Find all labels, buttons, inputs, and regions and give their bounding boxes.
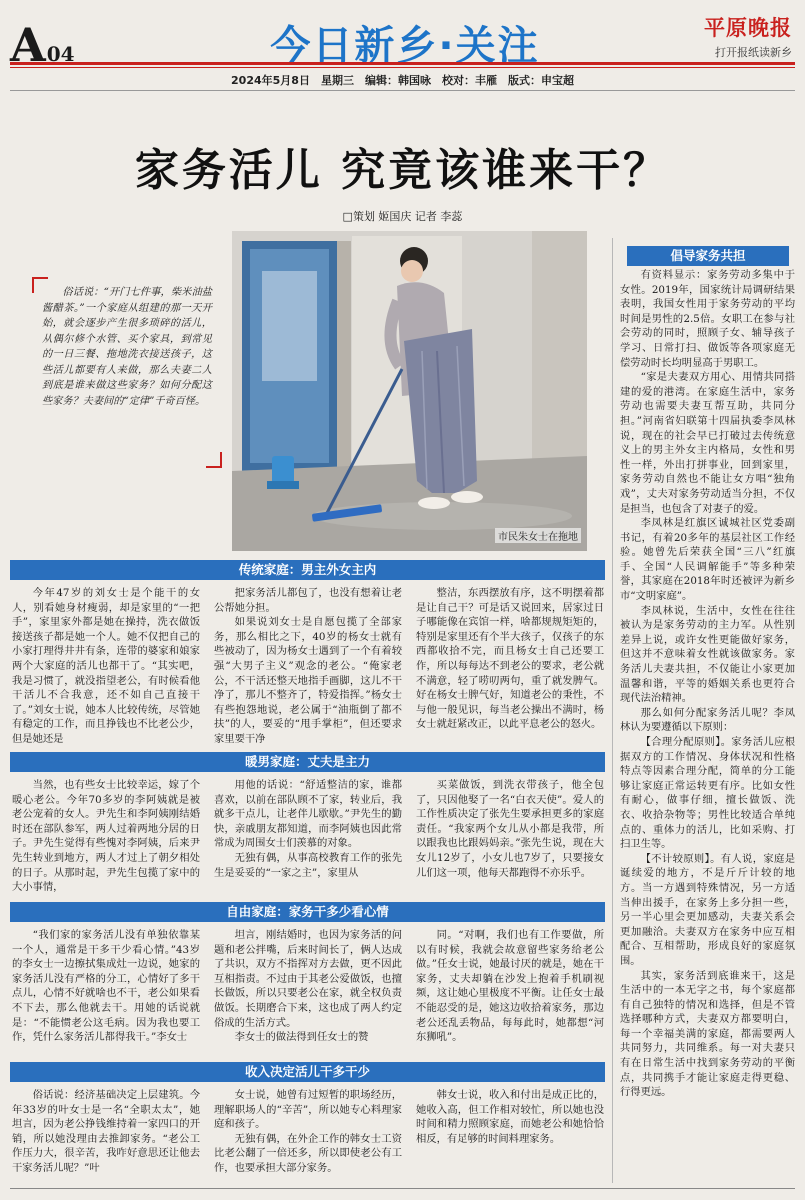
section-traditional-col-2 bbox=[214, 586, 402, 748]
paragraph: 整洁，东西摆放有序，这不明摆着都是让自己干？可是话又说回来，居家过日子哪能像在宾馆一样，啥都规规矩矩的，特别是家里还有个半大孩子，仅孩子的东西都收拾不完，而且杨女士自己还要工作，所以每每达不到老公的要求，老公就不满意，轻了唠叨两句，重了就发脾气。好在杨女士脾气好，知道老公的秉性，不与他一般见识，每当老公操出不满时，杨女士就赶紧改正，以此平息老公的怒火。 bbox=[416, 587, 604, 731]
footer-rule bbox=[10, 1188, 795, 1189]
paragraph: 坦言，刚结婚时，也因为家务活的问题和老公拌嘴，后来时间长了，俩人达成了共识，双方不指挥对方去做，更不因此互相指责。不过由于其老公爱做饭，也擅长做饭，所以只要老公在家，就全权负责做饭。长期磨合下来，这也成了两人约定俗成的生活方式。 bbox=[214, 929, 402, 1029]
paragraph: 用他的话说：“舒适整洁的家，谁都喜欢，以前在部队顾不了家，转业后，我就多干点儿，让老伴儿歇歇。”尹先生的勤快，亲戚朋友都知道，而李阿姨也因此常常成为周围女士们羡慕的对象。 bbox=[214, 779, 402, 850]
headline: 家务活儿 究竟该谁来干？ bbox=[134, 145, 671, 196]
sidebar-paragraph: 那么如何分配家务活儿呢？李凤林认为要遵循以下原则： bbox=[620, 706, 795, 734]
section-warm-col-1 bbox=[12, 778, 200, 898]
section-title: 今日新乡·关注 bbox=[270, 23, 540, 69]
sidebar-column bbox=[620, 268, 795, 1178]
corner-bracket-top-left bbox=[32, 277, 48, 293]
sidebar-paragraph: 有资料显示：家务劳动多集中于女性。2019年，国家统计局调研结果表明，我国女性用于家务劳动的平均时间是男性的2.5倍。女职工在参与社会劳动的同时，照顾子女、辅导孩子学习、日常打扫、做饭等各项家庭无偿劳动时长均明显高于男职工。 bbox=[620, 269, 795, 369]
intro-text: 俗话说：“开门七件事，柴米油盐酱醋茶。”一个家庭从组建的那一天开始，就会逐步产生很多琐碎的活儿，从偶尔修个水管、买个家具，到常见的一日三餐、拖地洗衣接送孩子，这些活儿都要有人来做，那么夫妻二人到底是谁来做这些家务？如何分配这些家务？夫妻间的“定律”千奇百怪。 bbox=[42, 287, 212, 407]
paragraph: 今年47岁的刘女士是个能干的女人，别看她身材瘦弱，却是家里的“一把手”，家里家外都是她在操持，洗衣做饭接送孩子都是她一个人。她不仅把自己的小家打理得井井有条，连带的婆家和娘家两个大家庭的活儿也都干了。“其实吧，我是习惯了，就没指望老公，有时候看他干活儿不合我意，还不如自己直接干了。”刘女士说，她本人比较传统，尽管她有稳定的工作，而且挣钱也不比老公少，但是她还是 bbox=[12, 587, 200, 745]
paragraph: 韩女士说，收入和付出是成正比的，她收入高，但工作相对较忙，所以她也没时间和精力照顾家庭，而她老公和她恰恰相反，有足够的时间料理家务。 bbox=[416, 1089, 604, 1145]
section-traditional-col-3 bbox=[416, 586, 604, 748]
byline: □策划 姬国庆 记者 李蕊 bbox=[342, 210, 463, 223]
section-free-col-2 bbox=[214, 928, 402, 1058]
section-bar-free: 自由家庭：家务干多少看心情 bbox=[10, 902, 605, 922]
paragraph: 无独有偶，从事高校教育工作的张先生是妥妥的“一家之主”，家里从 bbox=[214, 851, 402, 879]
sidebar-paragraph: “家是夫妻双方用心、用情共同搭建的爱的港湾。在家庭生活中，家务劳动也需要夫妻互帮互助，共同分担。”河南省妇联第十四届执委李凤林说，现在的社会早已打破过去传统意义上的男主外女主内格局，女性和男性一样，外出打拼事业，回到家里，家务劳动自然也不能让女方唱“独角戏”，丈夫对家务劳动适当分担，不仅是担当，也包含了对妻子的爱。 bbox=[620, 371, 795, 515]
article-photo bbox=[232, 231, 587, 551]
masthead-rule bbox=[10, 62, 795, 65]
paper-name: 平原晚报 bbox=[704, 15, 792, 40]
photo-caption: 市民朱女士在拖地 bbox=[495, 528, 581, 543]
section-warm-col-3 bbox=[416, 778, 604, 898]
sidebar-paragraph: 【不计较原则】。有人说，家庭是诞续爱的地方，不是斤斤计较的地方。当一方遇到特殊情况，另一方适当伸出援手，在家务上多分担一些，另一半心里会更加感动，夫妻关系会更加融洽。夫妻双方在家务中应互相配合、互相帮助，形成良好的家庭氛围。 bbox=[620, 852, 795, 967]
paragraph: 俗话说：经济基础决定上层建筑。今年33岁的叶女士是一名“全职太太”，她坦言，因为老公挣钱维持着一家四口的开销，所以她没理由去推卸家务。“老公工作压力大，很辛苦，我咋好意思还让他去干家务活儿呢？”叶 bbox=[12, 1089, 200, 1174]
woman-mopping-illustration bbox=[232, 231, 587, 551]
section-bar-traditional: 传统家庭：男主外女主内 bbox=[10, 560, 605, 580]
section-free-col-3 bbox=[416, 928, 604, 1058]
sidebar-paragraph: 李凤林是红旗区诚城社区党委副书记，有着20多年的基层社区工作经验。她曾先后荣获全国“三八”红旗手、全国“人民调解能手”等多种荣誉，其家庭在2018年时还被评为新乡市“文明家庭”。 bbox=[620, 517, 795, 603]
section-bar-warm: 暖男家庭：丈夫是主力 bbox=[10, 752, 605, 772]
paper-slogan: 打开报纸读新乡 bbox=[715, 46, 792, 59]
paragraph: 如果说刘女士是自愿包揽了全部家务，那么相比之下，40岁的杨女士就有些被动了，因为杨女士遇到了一个有着较强“大男子主义”观念的老公。“俺家老公，不干活还整天地指手画脚，这儿不干净了，那儿不整齐了，特爱指挥。”杨女士有些抱怨地说，老公属于“油瓶倒了都不扶”的人，要妥的“甩手掌柜”，但还要求家里要干净 bbox=[214, 616, 402, 745]
sidebar-paragraph: 李凤林说，生活中，女性在往往被认为是家务劳动的主力军。从性别差异上说，或许女性更能做好家务，但这并不意味着女性就该做家务。家务活儿夫妻共担，不仅能让小家更加温馨和谐，平等的婚姻关系也更符合现代法治精神。 bbox=[620, 604, 795, 705]
page-letter: A bbox=[10, 18, 45, 72]
masthead-rule-thin bbox=[10, 67, 795, 68]
section-income-col-3 bbox=[416, 1088, 604, 1184]
paper-logo bbox=[682, 12, 792, 60]
paragraph: 买菜做饭，到洗衣带孩子，他全包了，只因他娶了一名“白衣天使”。爱人的工作性质决定了张先生要承担更多的家庭责任。“我家两个女儿从小都是我带，所以跟我也比跟妈妈亲。”张先生说，现在大女儿12岁了，小女儿也7岁了，只要接女儿们这一项，他每天都跑得不亦乐乎。 bbox=[416, 779, 604, 879]
paragraph: 李女士的做法得到任女士的赞 bbox=[234, 1031, 369, 1044]
sidebar-bar: 倡导家务共担 bbox=[627, 246, 789, 266]
paragraph: 女士说，她曾有过短暂的职场经历，理解职场人的“辛苦”，所以她专心料理家庭和孩子。 bbox=[214, 1089, 402, 1131]
section-warm-col-2 bbox=[214, 778, 402, 898]
page-digits: 04 bbox=[46, 42, 75, 66]
paragraph: “我们家的家务活儿没有单独依靠某一个人，通常是干多干少看心情。”43岁的李女士一边擦拭集成灶一边说，她家的家务活儿没有严格的分工，心情好了多干点儿，心情不好就啥也不干，老公如果看不下去，那么他就去干。用她的话说就是：“不能惯老公这毛病。因为我也要工作，凭什么家务活儿都得我干。”李女士 bbox=[12, 929, 200, 1044]
section-free-col-1 bbox=[12, 928, 200, 1058]
corner-bracket-bottom-right bbox=[206, 452, 222, 468]
section-bar-income: 收入决定活儿干多干少 bbox=[10, 1062, 605, 1082]
section-income-col-2 bbox=[214, 1088, 402, 1184]
paragraph: 无独有偶，在外企工作的韩女士工资比老公翻了一倍还多，所以即使老公有工作，也要承担大部分家务。 bbox=[214, 1132, 402, 1174]
dateline-rule bbox=[10, 90, 795, 91]
sidebar-paragraph: 【合理分配原则】。家务活儿应根据双方的工作情况、身体状况和性格特点等因素合理分配，简单的分工能够让家庭正常运转更有序。比如女性有耐心，做事仔细，擅长做饭、洗衣、收拾杂物等；男性比较适合单纯点的、重体力的活儿，比如采购、打扫卫生等。 bbox=[620, 736, 795, 851]
paragraph: 当然，也有些女士比较幸运，嫁了个暖心老公。今年70多岁的李阿姨就是被老公宠着的女人。尹先生和李阿姨刚结婚时还在部队参军，两人过着两地分居的日子。尹先生觉得有些愧对李阿姨，后来尹先生转业到地方，两人才过上了朝夕相处的日子。从那时起，尹先生包揽了家中的大小事情， bbox=[12, 779, 200, 894]
sidebar-paragraph: 其实，家务活到底谁来干，这是生活中的一本无字之书，每个家庭都有自己独特的情况和选择，但是不管选择哪种方式，夫妻双方都要明白，每一个幸福美满的家庭，都需要两人共同努力，共同维系。每一对夫妻只有在日常生活中找到家务劳动的平衡点，共同携手才能让家庭走得更稳、行得更远。 bbox=[620, 969, 795, 1099]
section-income-col-1 bbox=[12, 1088, 200, 1184]
column-divider bbox=[612, 238, 613, 1183]
dateline: 2024年5月8日 星期三 编辑：韩国咏 校对：丰雁 版式：申宝超 bbox=[231, 74, 574, 87]
paragraph: 同。“对啊，我们也有工作要做，所以有时候，我就会故意留些家务给老公做。”任女士说，她最讨厌的就是，她在干家务，丈夫却躺在沙发上抱着手机刷视频，这让她心里极度不平衡。让任女士最不能忍受的是，她这边收拾着家务，那边老公还乱丢物品，每每此时，她都想“河东狮吼”。 bbox=[416, 929, 604, 1044]
section-traditional-col-1 bbox=[12, 586, 200, 748]
intro-box bbox=[42, 285, 212, 460]
paragraph: 把家务活儿都包了，也没有想着让老公帮她分担。 bbox=[214, 587, 402, 614]
